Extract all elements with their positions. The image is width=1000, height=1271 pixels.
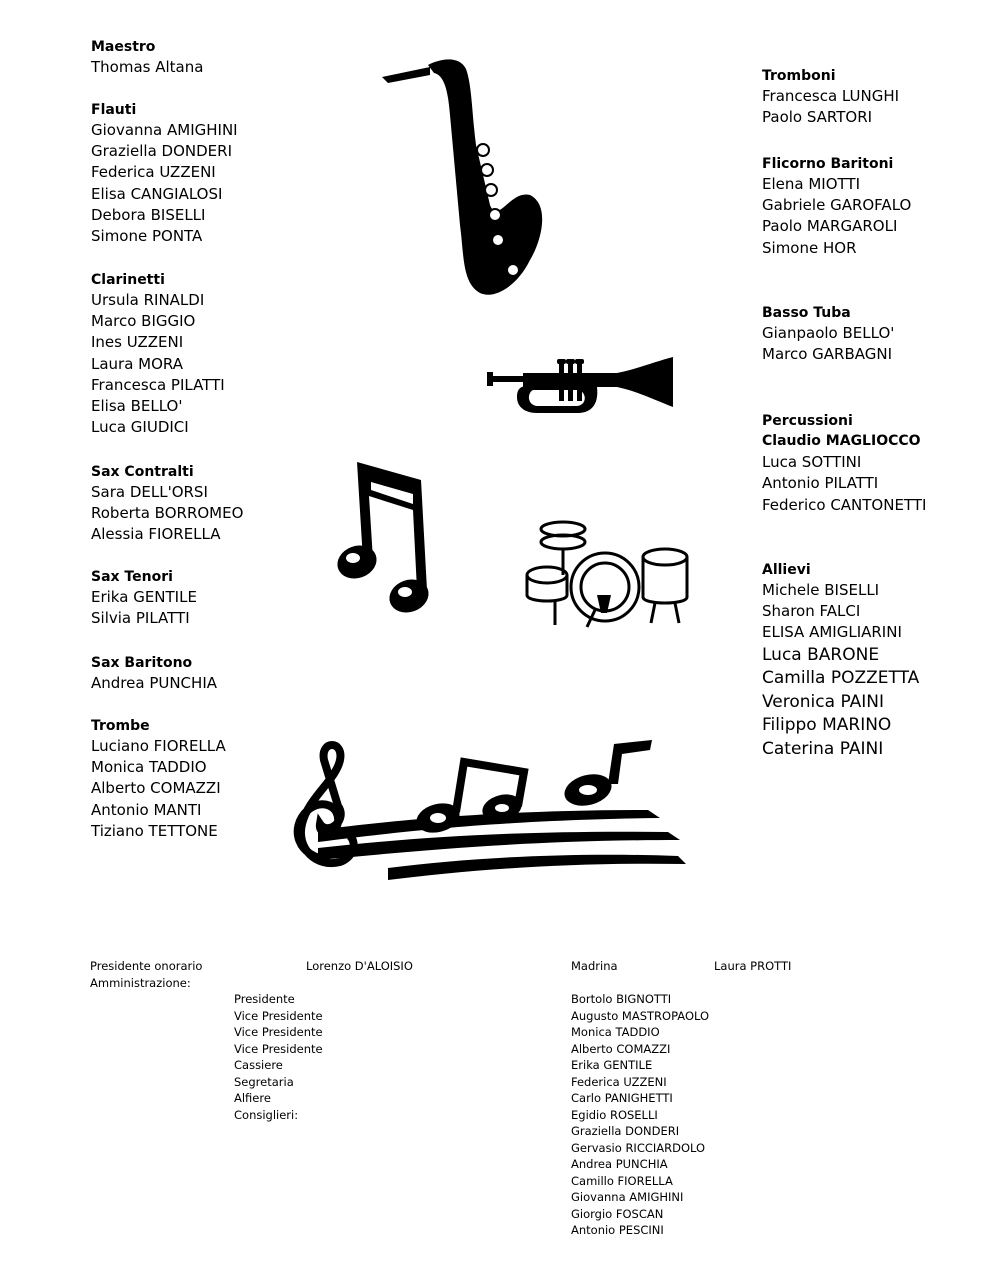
admin-member: Andrea PUNCHIA (571, 1157, 668, 1171)
admin-member: Giovanna AMIGHINI (571, 1190, 684, 1204)
admin-role: Alfiere (234, 1091, 271, 1105)
member-name: Veronica PAINI (762, 691, 884, 712)
section-basso-tuba (762, 303, 894, 365)
member-name: Elisa BELLO' (91, 397, 183, 416)
member-name: Andrea PUNCHIA (91, 674, 217, 692)
section-title: Trombe (91, 718, 150, 734)
admin-role: Cassiere (234, 1058, 283, 1072)
admin-member: Antonio PESCINI (571, 1223, 664, 1237)
section-flicorno-baritoni (762, 154, 911, 259)
member-name: Elisa CANGIALOSI (91, 184, 223, 203)
member-name: Tiziano TETTONE (91, 821, 218, 840)
admin-member: Gervasio RICCIARDOLO (571, 1140, 706, 1155)
section-title: Flicorno Baritoni (762, 156, 894, 172)
member-name: Ursula RINALDI (91, 291, 205, 309)
trumpet-icon (487, 357, 677, 415)
member-name: Giovanna AMIGHINI (91, 121, 238, 139)
saxophone-icon (380, 55, 550, 300)
section-title: Basso Tuba (762, 305, 851, 321)
member-name: Monica TADDIO (91, 758, 207, 777)
section-title: Flauti (91, 102, 137, 118)
section-title: Maestro (91, 39, 156, 55)
member-name: Federica UZZENI (91, 163, 216, 182)
member-name: Luciano FIORELLA (91, 737, 226, 755)
member-name: Laura MORA (91, 354, 184, 373)
admin-role: Consiglieri: (234, 1107, 299, 1122)
member-name: Luca GIUDICI (91, 418, 189, 437)
section-percussioni (762, 411, 926, 516)
member-name: Antonio PILATTI (762, 474, 879, 493)
section-maestro (91, 37, 203, 78)
section-flauti (91, 100, 238, 247)
member-name: Erika GENTILE (91, 588, 197, 606)
member-name: Graziella DONDERI (91, 142, 232, 161)
member-name: Francesca PILATTI (91, 375, 225, 394)
member-name: Francesca LUNGHI (762, 87, 900, 105)
music-note-icon (335, 460, 435, 620)
member-name: Paolo SARTORI (762, 108, 873, 127)
madrina-label: Madrina (571, 959, 618, 973)
section-title: Allievi (762, 562, 811, 578)
member-name: Marco BIGGIO (91, 312, 196, 331)
admin-members-list (571, 991, 709, 1239)
member-name: Debora BISELLI (91, 205, 206, 224)
member-name: Claudio MAGLIOCCO (762, 433, 921, 449)
member-name: Gianpaolo BELLO' (762, 324, 895, 342)
admin-member: Carlo PANIGHETTI (571, 1091, 673, 1105)
member-name: Simone PONTA (91, 227, 203, 246)
member-name: Luca BARONE (762, 644, 880, 665)
admin-roles-list (234, 991, 323, 1123)
drum-kit-icon (525, 515, 695, 630)
member-name: Antonio MANTI (91, 800, 202, 819)
admin-member: Augusto MASTROPAOLO (571, 1008, 710, 1023)
member-name: Silvia PILATTI (91, 609, 190, 628)
madrina-name: Laura PROTTI (714, 959, 792, 973)
staff-notes-icon (288, 740, 688, 885)
member-name: ELISA AMIGLIARINI (762, 623, 902, 642)
member-name: Michele BISELLI (762, 581, 880, 599)
section-tromboni (762, 66, 899, 128)
admin-member: Giorgio FOSCAN (571, 1206, 664, 1221)
admin-member: Alberto COMAZZI (571, 1041, 671, 1056)
admin-role: Presidente (234, 992, 295, 1006)
admin-member: Erika GENTILE (571, 1058, 653, 1072)
admin-member: Federica UZZENI (571, 1074, 667, 1089)
member-name: Gabriele GAROFALO (762, 196, 912, 215)
section-title: Sax Baritono (91, 655, 193, 671)
member-name: Sharon FALCI (762, 602, 861, 621)
member-name: Alessia FIORELLA (91, 525, 221, 544)
section-clarinetti (91, 270, 225, 438)
section-title: Tromboni (762, 68, 836, 84)
section-sax-baritono (91, 653, 217, 694)
member-name: Simone HOR (762, 238, 857, 257)
section-allievi (762, 560, 919, 761)
member-name: Elena MIOTTI (762, 175, 860, 193)
admin-role: Vice Presidente (234, 1008, 323, 1023)
member-name: Ines UZZENI (91, 333, 184, 352)
member-name: Filippo MARINO (762, 715, 892, 736)
member-name: Sara DELL'ORSI (91, 483, 208, 501)
admin-role: Vice Presidente (234, 1025, 323, 1039)
member-name: Luca SOTTINI (762, 453, 862, 472)
admin-member: Camillo FIORELLA (571, 1173, 673, 1188)
admin-member: Egidio ROSELLI (571, 1107, 658, 1122)
member-name: Federico CANTONETTI (762, 495, 927, 514)
member-name: Alberto COMAZZI (91, 779, 221, 798)
section-sax-contralti (91, 462, 243, 546)
member-name: Roberta BORROMEO (91, 504, 244, 523)
member-name: Paolo MARGAROLI (762, 217, 898, 236)
section-title: Clarinetti (91, 272, 165, 288)
section-title: Sax Tenori (91, 569, 173, 585)
member-name: Caterina PAINI (762, 738, 884, 759)
section-trombe (91, 716, 226, 842)
honorary-president-name: Lorenzo D'ALOISIO (306, 959, 413, 973)
member-name: Marco GARBAGNI (762, 345, 893, 364)
administration-label: Amministrazione: (90, 976, 191, 990)
admin-member: Monica TADDIO (571, 1025, 660, 1039)
honorary-president-label: Presidente onorario (90, 959, 203, 973)
admin-member: Graziella DONDERI (571, 1124, 680, 1138)
member-name: Thomas Altana (91, 58, 204, 76)
section-title: Sax Contralti (91, 464, 194, 480)
member-name: Camilla POZZETTA (762, 668, 920, 689)
section-sax-tenori (91, 567, 197, 629)
admin-role: Segretaria (234, 1074, 294, 1089)
admin-member: Bortolo BIGNOTTI (571, 992, 672, 1006)
section-title: Percussioni (762, 413, 853, 429)
admin-role: Vice Presidente (234, 1041, 323, 1056)
